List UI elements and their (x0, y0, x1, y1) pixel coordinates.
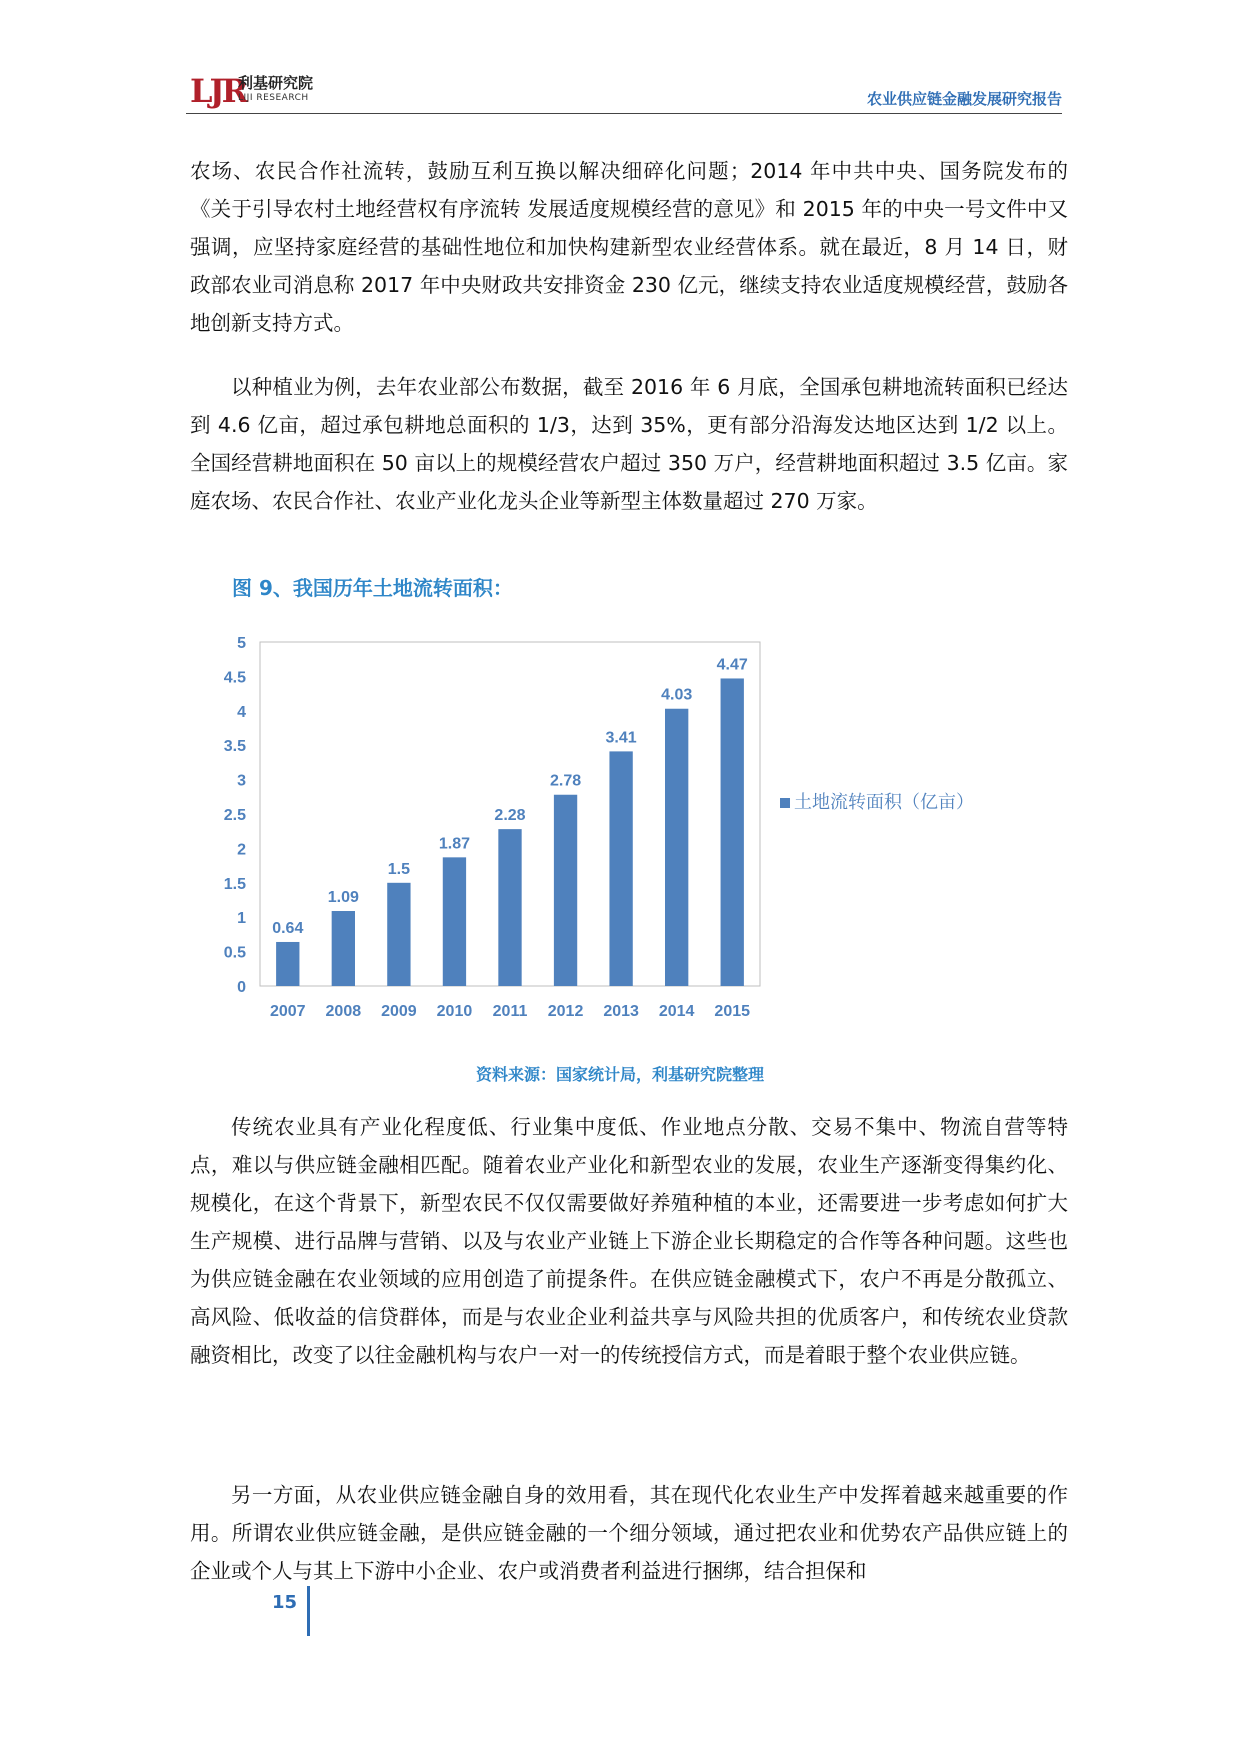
data-label-2007: 0.64 (272, 919, 304, 937)
data-label-2011: 2.28 (494, 807, 526, 825)
data-label-2015: 4.47 (716, 656, 748, 674)
data-label-2009: 1.5 (387, 860, 411, 878)
x-tick-label-2014: 2014 (658, 1003, 695, 1020)
y-tick-label: 0.5 (223, 944, 246, 962)
bar-2015 (721, 678, 744, 986)
x-tick-label-2015: 2015 (714, 1003, 751, 1020)
y-tick-label: 4 (237, 703, 246, 721)
page-number: 15 (272, 1592, 298, 1613)
land-transfer-bar-chart (200, 610, 1040, 1040)
bar-2011 (498, 829, 521, 986)
logo-english-name: LIJI RESEARCH (238, 93, 309, 103)
bar-2013 (609, 751, 632, 986)
y-tick-label: 0 (237, 979, 246, 996)
figure-source: 资料来源：国家统计局，利基研究院整理 (475, 1065, 764, 1084)
y-tick-label: 1.5 (223, 875, 246, 893)
bar-2014 (665, 709, 688, 986)
y-tick-label: 1 (237, 910, 246, 928)
x-tick-label-2012: 2012 (547, 1003, 584, 1020)
header-divider (186, 113, 1062, 114)
figure-title: 图 9、我国历年土地流转面积： (232, 576, 513, 600)
logo-mark: LJR (190, 72, 246, 110)
page-number-bar (307, 1586, 310, 1636)
legend-swatch (780, 798, 790, 808)
paragraph-2: 以种植业为例，去年农业部公布数据，截至 2016 年 6 月底，全国承包耕地流转面积已经达到 4.6 亿亩，超过承包耕地总面积的 1/3，达到 35%，更有部分沿海发达地区达到 1/2 以上。全国经营耕地面积在 50 亩以上的规模经营农户超过 350 万户，经营耕地面积超过 3.5 亿亩。家庭农场、农民合作社、农业产业化龙头企业等新型主体数量超过 270 万家。 (190, 375, 1068, 513)
x-tick-label-2013: 2013 (603, 1003, 639, 1020)
paragraph-1: 农场、农民合作社流转，鼓励互利互换以解决细碎化问题；2014 年中共中央、国务院发布的《关于引导农村土地经营权有序流转 发展适度规模经营的意见》和 2015 年的中央一号文件中又强调，应坚持家庭经营的基础性地位和加快构建新型农业经营体系。就在最近，8 月 14 日，财政部农业司消息称 2017 年中央财政共安排资金 230 亿元，继续支持农业适度规模经营，鼓励各地创新支持方式。 (190, 159, 1068, 335)
y-tick-label: 3.5 (223, 738, 246, 756)
bar-2009 (387, 883, 410, 986)
bar-2010 (443, 857, 466, 986)
x-tick-label-2011: 2011 (492, 1003, 528, 1020)
data-label-2014: 4.03 (661, 686, 693, 704)
paragraph-4: 另一方面，从农业供应链金融自身的效用看，其在现代化农业生产中发挥着越来越重要的作用。所谓农业供应链金融，是供应链金融的一个细分领域，通过把农业和优势农产品供应链上的企业或个人与其上下游中小企业、农户或消费者利益进行捆绑，结合担保和 (190, 1483, 1068, 1583)
bar-2012 (554, 795, 577, 986)
report-title: 农业供应链金融发展研究报告 (866, 90, 1062, 108)
bar-2008 (332, 911, 355, 986)
x-tick-label-2007: 2007 (269, 1003, 306, 1020)
x-tick-label-2010: 2010 (436, 1003, 473, 1020)
data-label-2010: 1.87 (438, 835, 471, 853)
y-tick-label: 2.5 (223, 807, 246, 824)
data-label-2013: 3.41 (605, 729, 637, 747)
y-tick-label: 5 (237, 635, 246, 652)
y-tick-label: 4.5 (223, 669, 246, 687)
data-label-2012: 2.78 (549, 772, 582, 790)
y-tick-label: 2 (237, 841, 246, 859)
x-tick-label-2009: 2009 (381, 1003, 417, 1020)
paragraph-3: 传统农业具有产业化程度低、行业集中度低、作业地点分散、交易不集中、物流自营等特点，难以与供应链金融相匹配。随着农业产业化和新型农业的发展，农业生产逐渐变得集约化、规模化，在这个背景下，新型农民不仅仅需要做好养殖种植的本业，还需要进一步考虑如何扩大生产规模、进行品牌与营销、以及与农业产业链上下游企业长期稳定的合作等各种问题。这些也为供应链金融在农业领域的应用创造了前提条件。在供应链金融模式下，农户不再是分散孤立、高风险、低收益的信贷群体，而是与农业企业利益共享与风险共担的优质客户，和传统农业贷款融资相比，改变了以往金融机构与农户一对一的传统授信方式，而是着眼于整个农业供应链。 (190, 1115, 1068, 1367)
data-label-2008: 1.09 (327, 889, 359, 907)
legend-label: 土地流转面积（亿亩） (794, 792, 974, 812)
logo-chinese-name: 利基研究院 (238, 74, 314, 92)
bar-2007 (276, 942, 299, 986)
y-tick-label: 3 (237, 772, 246, 790)
x-tick-label-2008: 2008 (325, 1003, 362, 1020)
